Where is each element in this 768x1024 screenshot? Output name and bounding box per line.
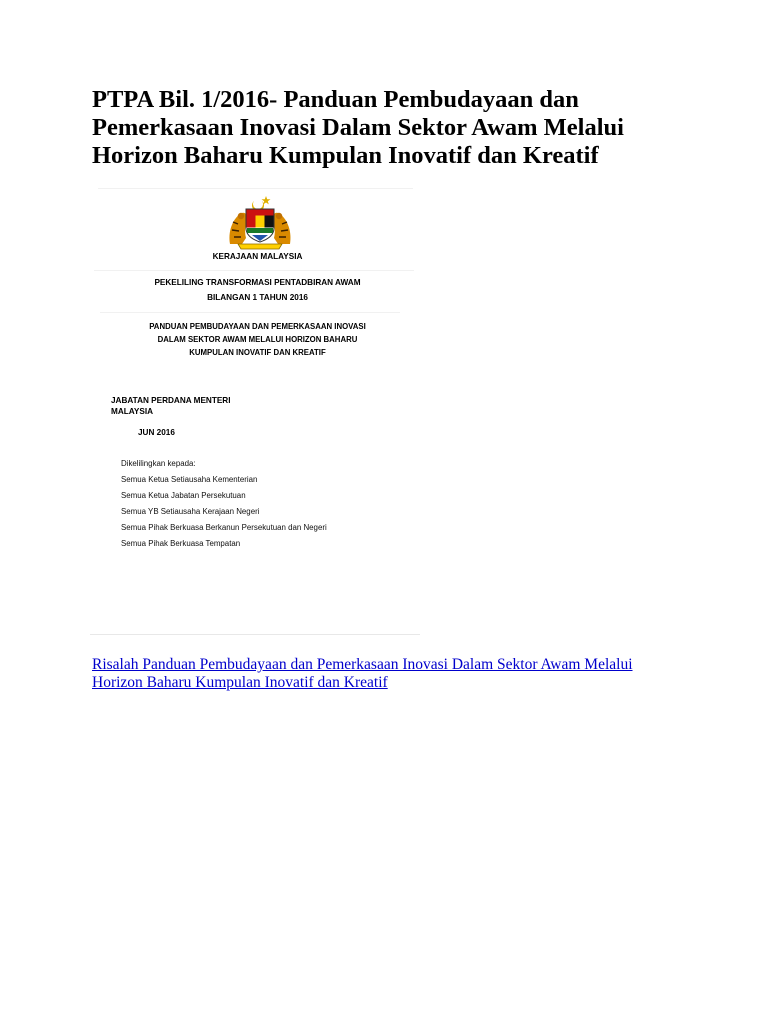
distribution-item: Semua Ketua Jabatan Persekutuan: [121, 491, 246, 500]
department-line-1: JABATAN PERDANA MENTERI: [111, 396, 231, 405]
subject-line-2: DALAM SEKTOR AWAM MELALUI HORIZON BAHARU: [157, 335, 358, 344]
distribution-item: Semua Ketua Setiausaha Kementerian: [121, 475, 258, 484]
subject-line-3: KUMPULAN INOVATIF DAN KREATIF: [189, 348, 326, 357]
scan-artifact-line: [94, 270, 414, 271]
leaflet-link-line-1: Risalah Panduan Pembudayaan dan Pemerkasaan Inovasi Dalam Sektor Awam Melalui: [92, 656, 633, 673]
government-heading: KERAJAAN MALAYSIA: [212, 252, 303, 261]
circular-number: BILANGAN 1 TAHUN 2016: [207, 293, 308, 302]
subject-line-1: PANDUAN PEMBUDAYAAN DAN PEMERKASAAN INOVASI: [149, 322, 366, 331]
post-title-line-1: PTPA Bil. 1/2016- Panduan Pembudayaan dan: [92, 86, 579, 113]
circular-date: JUN 2016: [138, 428, 175, 437]
distribution-item: Semua Pihak Berkuasa Berkanun Persekutuan dan Negeri: [121, 523, 327, 532]
post-title: [92, 86, 732, 170]
scan-artifact-line: [98, 188, 413, 189]
distribution-heading: Dikelilingkan kepada:: [121, 459, 196, 468]
distribution-item: Semua Pihak Berkuasa Tempatan: [121, 539, 241, 548]
distribution-item: Semua YB Setiausaha Kerajaan Negeri: [121, 507, 260, 516]
circular-cover-image: [90, 182, 420, 637]
leaflet-link-line-2: Horizon Baharu Kumpulan Inovatif dan Kreatif: [92, 674, 388, 691]
post-title-line-3: Horizon Baharu Kumpulan Inovatif dan Kreatif: [92, 142, 599, 169]
scan-artifact-line: [100, 312, 400, 313]
malaysia-coat-of-arms-icon: [224, 192, 296, 252]
leaflet-link[interactable]: [92, 656, 732, 692]
circular-type: PEKELILING TRANSFORMASI PENTADBIRAN AWAM: [154, 278, 361, 287]
leaflet-link-block: [92, 656, 732, 692]
department-line-2: MALAYSIA: [111, 407, 154, 416]
scan-artifact-line: [90, 634, 420, 635]
post-title-line-2: Pemerkasaan Inovasi Dalam Sektor Awam Melalui: [92, 114, 624, 141]
